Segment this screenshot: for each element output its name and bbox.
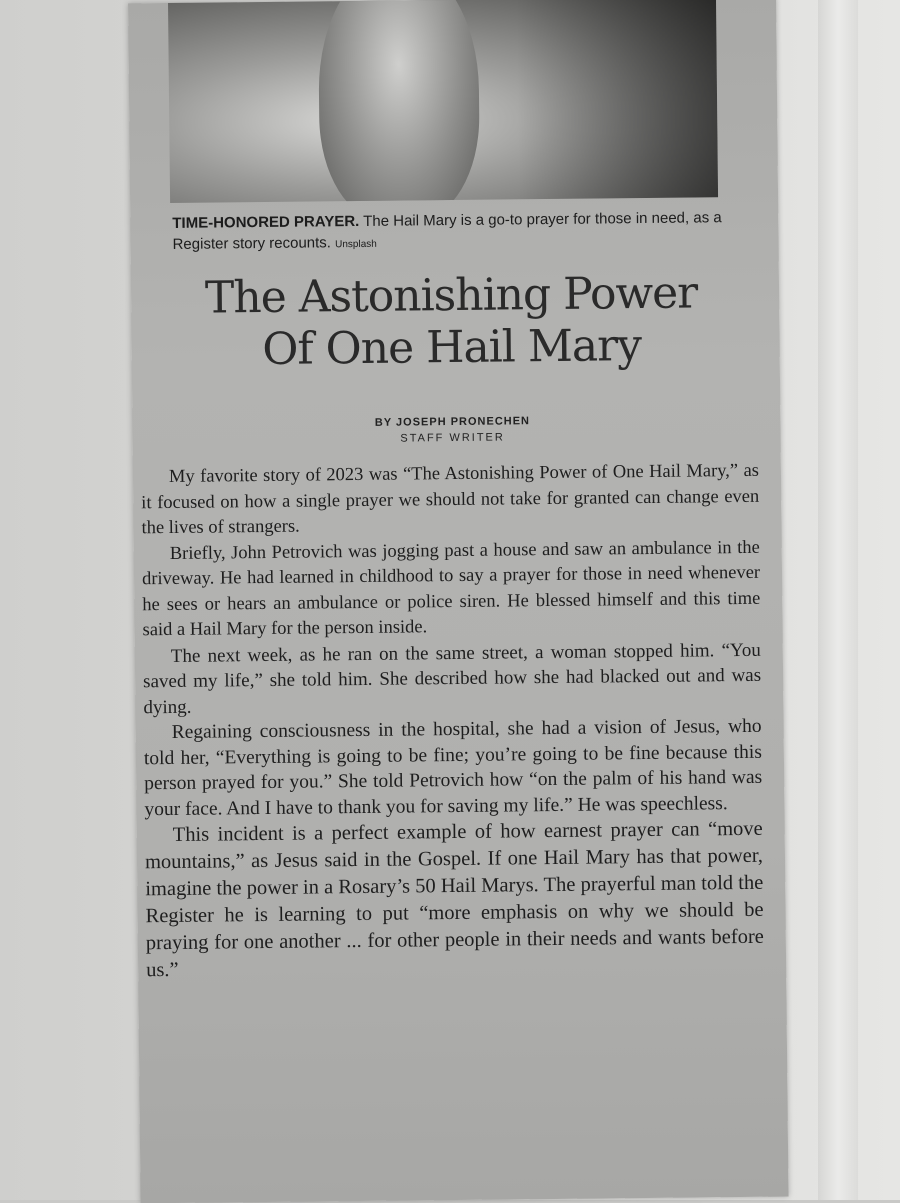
- table-crease: [818, 0, 858, 1200]
- caption-label: TIME-HONORED PRAYER.: [172, 212, 360, 232]
- caption-text: The Hail Mary is a go-to prayer for those in need, as a Register story recounts.: [172, 209, 722, 253]
- newspaper-clipping: [128, 0, 789, 1203]
- byline: [152, 411, 752, 449]
- headline: [151, 267, 752, 377]
- photo-caption: [172, 207, 732, 257]
- article-paragraph: Briefly, John Petrovich was jogging past a house and saw an ambulance in the driveway. He had learned in childhood to say a prayer for those in need whenever he sees or hears an ambulance or police siren. He blessed himself and this time said a Hail Mary for the person inside.: [141, 537, 761, 641]
- article-body: [141, 459, 764, 984]
- article-paragraph: This incident is a perfect example of how earnest prayer can “move mountains,” as Jesus said in the Gospel. If one Hail Mary has that power, imagine the power in a Rosary’s 50 Hail Marys. The prayerful man told the Register he is learning to put “more emphasis on why we should be praying for one another ... for other people in their needs and wants before us.”: [144, 817, 764, 982]
- article-paragraph: My favorite story of 2023 was “The Astonishing Power of One Hail Mary,” as it focused on how a single prayer we should not take for granted can change even the lives of strangers.: [141, 460, 760, 539]
- photo-hands-with-rosary: [318, 0, 481, 203]
- photo-shadow: [516, 0, 718, 199]
- byline-author: BY JOSEPH PRONECHEN: [374, 415, 531, 429]
- article-paragraph: The next week, as he ran on the same street, a woman stopped him. “You saved my life,” she told him. She described how she had blacked out and was dying.: [143, 639, 762, 718]
- byline-title: STAFF WRITER: [400, 431, 505, 445]
- headline-line-2: Of One Hail Mary: [262, 320, 642, 376]
- article-photo: [168, 0, 718, 203]
- caption-credit: Unsplash: [335, 238, 377, 251]
- headline-line-1: The Astonishing Power: [204, 267, 698, 324]
- article-paragraph: Regaining consciousness in the hospital, she had a vision of Jesus, who told her, “Everything is going to be fine; you’re going to be fine because this person prayed for you.” She told Petrovich how “on the palm of his hand was your face. And I have to thank you for saving my life.” He was speechless.: [143, 715, 763, 820]
